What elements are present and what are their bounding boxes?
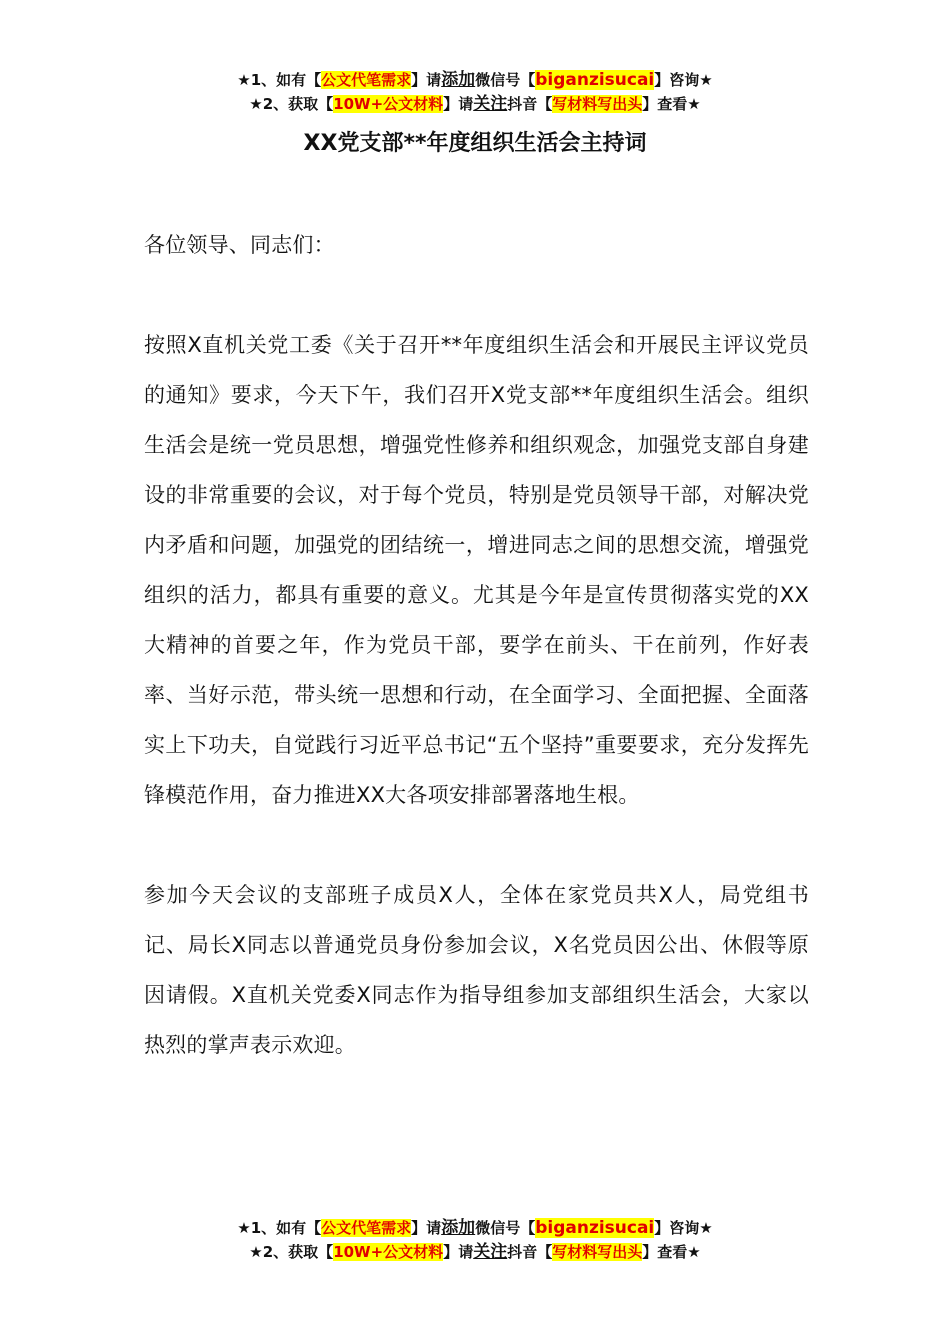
- banner-underlined: 添加: [441, 1218, 476, 1238]
- paragraph: 按照X直机关党工委《关于召开**年度组织生活会和开展民主评议党员的通知》要求，今天下午，我们召开X党支部**年度组织生活会。组织生活会是统一党员思想，增强党性修养和组织观念，加强党支部自身建设的非常重要的会议，对于每个党员，特别是党员领导干部，对解决党内矛盾和问题，加强党的团结统一，增进同志之间的思想交流，增强党组织的活力，都具有重要的意义。尤其是今年是宣传贯彻落实党的XX大精神的首要之年，作为党员干部，要学在前头、干在前列，作好表率、当好示范，带头统一思想和行动，在全面学习、全面把握、全面落实上下功夫，自觉践行习近平总书记“五个坚持”重要要求，充分发挥先锋模范作用，奋力推进XX大各项安排部署落地生根。: [144, 333, 809, 807]
- banner-text: ★1、如有【: [237, 71, 322, 89]
- banner-highlight: 公文代笔需求: [321, 1219, 412, 1237]
- banner-text: 】咨询★: [654, 71, 713, 89]
- banner-text: 】请: [411, 71, 442, 89]
- banner-text: ★1、如有【: [237, 1219, 322, 1237]
- banner-highlight: 公文代笔需求: [321, 71, 412, 89]
- banner-wechat-id: biganzisucai: [535, 1218, 655, 1238]
- paragraph: 参加今天会议的支部班子成员X人，全体在家党员共X人，局党组书记、局长X同志以普通党员身份参加会议，X名党员因公出、休假等原因请假。X直机关党委X同志作为指导组参加支部组织生活会，大家以热烈的掌声表示欢迎。: [144, 883, 809, 1057]
- banner-underlined: 添加: [441, 70, 476, 90]
- banner-douyin-name: 写材料写出头: [552, 1243, 643, 1261]
- banner-text: 微信号【: [475, 71, 536, 89]
- banner-underlined: 关注: [473, 1242, 508, 1262]
- banner-text: 】请: [443, 95, 474, 113]
- page-title: XX党支部**年度组织生活会主持词: [303, 131, 647, 156]
- banner-text: 】查看★: [642, 1243, 701, 1261]
- banner-douyin-name: 写材料写出头: [552, 95, 643, 113]
- banner-text: 】查看★: [642, 95, 701, 113]
- banner-text: 微信号【: [475, 1219, 536, 1237]
- top-banner: [0, 68, 950, 116]
- banner-highlight: 10W+公文材料: [333, 95, 444, 113]
- banner-text: 抖音【: [507, 1243, 553, 1261]
- banner-underlined: 关注: [473, 94, 508, 114]
- banner-line-2: [0, 1240, 950, 1264]
- banner-line-2: [0, 92, 950, 116]
- banner-wechat-id: biganzisucai: [535, 70, 655, 90]
- banner-text: ★2、获取【: [249, 95, 334, 113]
- greeting: 各位领导、同志们：: [144, 233, 335, 257]
- banner-line-1: [0, 68, 950, 92]
- banner-text: 】请: [443, 1243, 474, 1261]
- banner-text: 】请: [411, 1219, 442, 1237]
- document-body: [144, 220, 809, 1070]
- banner-text: 抖音【: [507, 95, 553, 113]
- banner-line-1: [0, 1216, 950, 1240]
- banner-text: ★2、获取【: [249, 1243, 334, 1261]
- banner-highlight: 10W+公文材料: [333, 1243, 444, 1261]
- banner-text: 】咨询★: [654, 1219, 713, 1237]
- bottom-banner: [0, 1216, 950, 1264]
